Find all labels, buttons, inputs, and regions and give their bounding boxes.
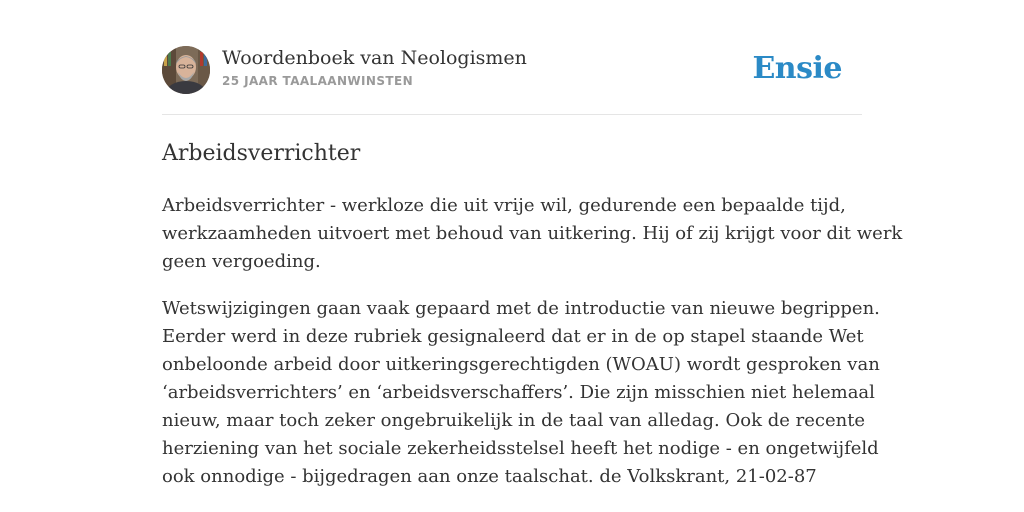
paragraph-line: ook onnodige - bijgedragen aan onze taalschat. de Volkskrant, 21-02-87 (162, 466, 817, 487)
author-portrait-icon (162, 46, 210, 94)
entry-card (162, 0, 903, 491)
author-avatar[interactable] (162, 46, 210, 94)
paragraph-line: Arbeidsverrichter - werkloze die uit vrije wil, gedurende een bepaalde tijd, (162, 195, 846, 216)
context-paragraph (162, 295, 880, 491)
entry-title: Arbeidsverrichter (162, 141, 361, 166)
author-subtitle: 25 JAAR TAALAANWINSTEN (222, 74, 414, 88)
paragraph-line: onbeloonde arbeid door uitkeringsgerechtigden (WOAU) wordt gesproken van (162, 354, 880, 375)
author-name[interactable]: Woordenboek van Neologismen (222, 47, 527, 69)
entry-header (162, 0, 862, 115)
paragraph-line: werkzaamheden uitvoert met behoud van uitkering. Hij of zij krijgt voor dit werk (162, 223, 903, 244)
author-block (222, 46, 527, 89)
brand-logo[interactable]: Ensie (752, 51, 842, 86)
paragraph-line: nieuw, maar toch zeker ongebruikelijk in de taal van alledag. Ook de recente (162, 410, 866, 431)
paragraph-line: geen vergoeding. (162, 251, 321, 272)
paragraph-line: herziening van het sociale zekerheidsstelsel heeft het nodige - en ongetwijfeld (162, 438, 879, 459)
paragraph-line: Wetswijzigingen gaan vaak gepaard met de introductie van nieuwe begrippen. (162, 298, 880, 319)
definition-paragraph (162, 192, 903, 276)
paragraph-line: Eerder werd in deze rubriek gesignaleerd dat er in de op stapel staande Wet (162, 326, 864, 347)
paragraph-line: ‘arbeidsverrichters’ en ‘arbeidsverschaffers’. Die zijn misschien niet helemaal (162, 382, 875, 403)
